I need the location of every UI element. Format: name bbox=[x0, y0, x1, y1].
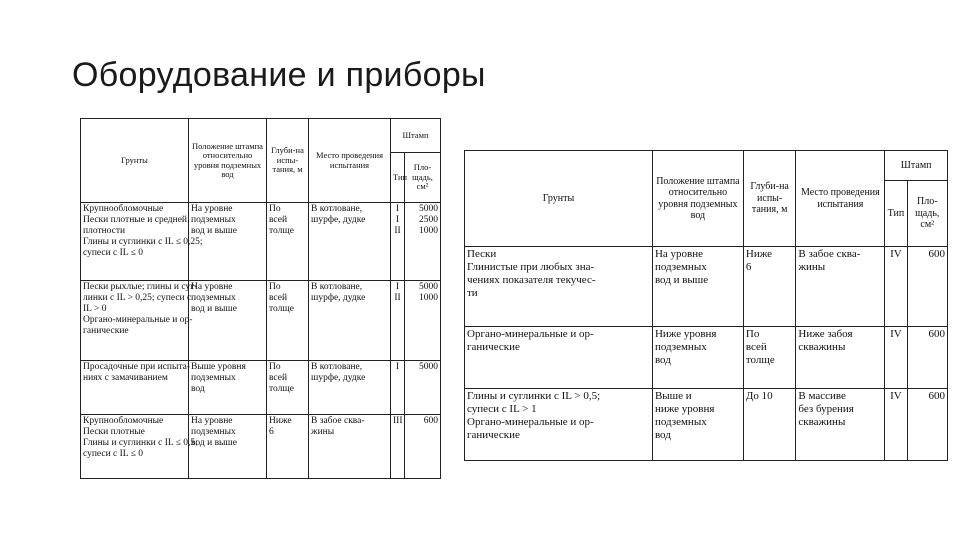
header-area: Пло-щадь, см² bbox=[907, 181, 947, 247]
header-stamp: Штамп bbox=[885, 151, 948, 181]
cell-type: IV bbox=[885, 247, 907, 327]
table-row bbox=[81, 415, 441, 479]
cell-soil: Крупнообломочные Пески плотные и средней плотности Глины и суглинки с IL ≤ 0,25; супеси с IL ≤ 0 bbox=[81, 203, 189, 281]
table-row bbox=[465, 327, 948, 389]
table-right bbox=[464, 150, 948, 461]
table-row bbox=[465, 247, 948, 327]
cell-depth: Ниже 6 bbox=[743, 247, 796, 327]
cell-soil: Органо-минеральные и ор- ганические bbox=[465, 327, 653, 389]
header-soil: Грунты bbox=[465, 151, 653, 247]
cell-type: IV bbox=[885, 327, 907, 389]
cell-soil: Глины и суглинки с IL > 0,5; супеси с IL > 1 Органо-минеральные и ор- ганические bbox=[465, 389, 653, 461]
cell-area: 600 bbox=[405, 415, 441, 479]
cell-type: I II bbox=[391, 281, 405, 361]
cell-position: Ниже уровня подземных вод bbox=[652, 327, 743, 389]
table-left bbox=[80, 118, 441, 479]
header-depth: Глуби-на испы-тания, м bbox=[267, 119, 309, 203]
cell-place: В котловане, шурфе, дудке bbox=[309, 281, 391, 361]
cell-place: В забое сква- жины bbox=[796, 247, 885, 327]
header-soil: Грунты bbox=[81, 119, 189, 203]
header-type: Тип bbox=[885, 181, 907, 247]
cell-type: IV bbox=[885, 389, 907, 461]
cell-type: III bbox=[391, 415, 405, 479]
cell-place: В котловане, шурфе, дудке bbox=[309, 361, 391, 415]
cell-soil: Просадочные при испыта- ниях с замачиванием bbox=[81, 361, 189, 415]
header-area: Пло-щадь, см² bbox=[405, 153, 441, 203]
cell-depth: По всей толще bbox=[267, 361, 309, 415]
cell-area: 600 bbox=[907, 389, 947, 461]
cell-place: В котловане, шурфе, дудке bbox=[309, 203, 391, 281]
table-row bbox=[81, 361, 441, 415]
cell-depth: По всей толще bbox=[743, 327, 796, 389]
cell-soil: Пески Глинистые при любых зна- чениях показателя текучес- ти bbox=[465, 247, 653, 327]
cell-place: Ниже забоя скважины bbox=[796, 327, 885, 389]
cell-position: Выше и ниже уровня подземных вод bbox=[652, 389, 743, 461]
cell-type: I I II bbox=[391, 203, 405, 281]
cell-area: 600 bbox=[907, 247, 947, 327]
cell-depth: По всей толще bbox=[267, 281, 309, 361]
cell-soil: Пески рыхлые; глины и суг- линки с IL > 0,25; супеси с IL > 0 Органо-минеральные и ор- ганические bbox=[81, 281, 189, 361]
cell-area: 5000 1000 bbox=[405, 281, 441, 361]
cell-place: В массиве без бурения скважины bbox=[796, 389, 885, 461]
header-type: Тип bbox=[391, 153, 405, 203]
header-stamp: Штамп bbox=[391, 119, 441, 153]
table-row bbox=[81, 203, 441, 281]
cell-soil: Крупнообломочные Пески плотные Глины и суглинки с IL ≤ 0,5; супеси с IL ≤ 0 bbox=[81, 415, 189, 479]
cell-position: На уровне подземных вод и выше bbox=[189, 203, 267, 281]
table-row bbox=[465, 389, 948, 461]
slide-title: Оборудование и приборы bbox=[72, 56, 486, 94]
cell-position: На уровне подземных вод и выше bbox=[189, 415, 267, 479]
header-place: Место проведения испытания bbox=[796, 151, 885, 247]
cell-type: I bbox=[391, 361, 405, 415]
cell-depth: По всей толще bbox=[267, 203, 309, 281]
cell-position: Выше уровня подземных вод bbox=[189, 361, 267, 415]
cell-area: 5000 bbox=[405, 361, 441, 415]
cell-area: 600 bbox=[907, 327, 947, 389]
table-row bbox=[81, 281, 441, 361]
cell-position: На уровне подземных вод и выше bbox=[189, 281, 267, 361]
header-position: Положение штампа относительно уровня подземных вод bbox=[652, 151, 743, 247]
cell-depth: Ниже 6 bbox=[267, 415, 309, 479]
header-position: Положение штампа относительно уровня подземных вод bbox=[189, 119, 267, 203]
cell-position: На уровне подземных вод и выше bbox=[652, 247, 743, 327]
cell-area: 5000 2500 1000 bbox=[405, 203, 441, 281]
header-depth: Глуби-на испы-тания, м bbox=[743, 151, 796, 247]
cell-place: В забое сква- жины bbox=[309, 415, 391, 479]
header-place: Место проведения испытания bbox=[309, 119, 391, 203]
cell-depth: До 10 bbox=[743, 389, 796, 461]
